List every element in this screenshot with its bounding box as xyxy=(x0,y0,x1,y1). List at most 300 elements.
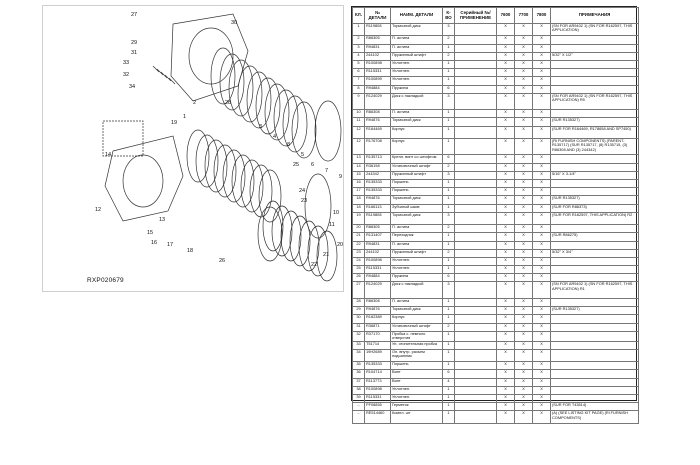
cell-key: 14 xyxy=(353,163,365,171)
cell-part-name: П. астина xyxy=(391,241,443,249)
cell-notes: (SUR FOR R86373) xyxy=(551,204,639,212)
cell-quantity: 1 xyxy=(443,241,455,249)
table-row xyxy=(353,155,639,163)
callout-label: 7 xyxy=(325,168,329,174)
cell-serial xyxy=(455,126,497,138)
cell-part-name: П. астина xyxy=(391,44,443,52)
cell-serial xyxy=(455,44,497,52)
cell-7800: X xyxy=(533,349,551,361)
cell-key: 6 xyxy=(353,69,365,77)
cell-notes: (SUR FOR R164469, R178658 AND SP7450) xyxy=(551,126,639,138)
cell-quantity: 3 xyxy=(443,212,455,224)
cell-7600: X xyxy=(497,204,515,212)
cell-part-name: Уплотнен. xyxy=(391,69,443,77)
cell-notes: (SUR FOR R162597, THIS APPLICATION) R2 xyxy=(551,212,639,224)
cell-serial xyxy=(455,403,497,411)
cell-serial xyxy=(455,233,497,241)
cell-7800: X xyxy=(533,257,551,265)
cell-7800: X xyxy=(533,69,551,77)
cell-7800: X xyxy=(533,249,551,257)
cell-7800: X xyxy=(533,370,551,378)
cell-7600: X xyxy=(497,282,515,299)
table-row xyxy=(353,93,639,110)
table-header-row xyxy=(353,8,639,24)
callout-label: 29 xyxy=(131,40,138,46)
header-serial: Серийный №/ПРИМЕНЕНИЕ xyxy=(455,8,497,24)
cell-7800: X xyxy=(533,36,551,44)
cell-notes: (SUR R135327) xyxy=(551,118,639,126)
cell-7700: X xyxy=(515,44,533,52)
cell-key: 18 xyxy=(353,196,365,204)
callout-label: 6 xyxy=(311,162,315,168)
cell-7700: X xyxy=(515,85,533,93)
cell-quantity: 1 xyxy=(443,44,455,52)
cell-notes: 5/32" X 3/4" xyxy=(551,249,639,257)
cell-7700: X xyxy=(515,163,533,171)
cell-part-number: R124029 xyxy=(365,282,391,299)
cell-7600: X xyxy=(497,212,515,224)
cell-7700: X xyxy=(515,282,533,299)
cell-part-number: R94884 xyxy=(365,274,391,282)
cell-7700: X xyxy=(515,233,533,241)
cell-part-number: R104714 xyxy=(365,370,391,378)
cell-quantity: 2 xyxy=(443,163,455,171)
cell-7600: X xyxy=(497,241,515,249)
cell-7600: X xyxy=(497,249,515,257)
cell-notes: (SUR FOR T43514) xyxy=(551,403,639,411)
cell-key: 22 xyxy=(353,241,365,249)
cell-part-number: R86308 xyxy=(365,110,391,118)
cell-7800: X xyxy=(533,155,551,163)
cell-key: 7 xyxy=(353,77,365,85)
cell-serial xyxy=(455,257,497,265)
callout-label: 9 xyxy=(339,174,343,180)
cell-quantity: 1 xyxy=(443,331,455,341)
cell-notes xyxy=(551,257,639,265)
diagram-code: RXP020679 xyxy=(87,277,124,284)
cell-serial xyxy=(455,349,497,361)
cell-serial xyxy=(455,411,497,423)
header-quantity: К-ВО xyxy=(443,8,455,24)
callout-label: 26 xyxy=(219,258,226,264)
cell-7800: X xyxy=(533,44,551,52)
cell-notes xyxy=(551,341,639,349)
cell-serial xyxy=(455,171,497,179)
cell-7600: X xyxy=(497,138,515,155)
cell-key: 25 xyxy=(353,266,365,274)
cell-quantity: 1 xyxy=(443,394,455,402)
cell-7700: X xyxy=(515,69,533,77)
cell-7700: X xyxy=(515,266,533,274)
cell-7700: X xyxy=(515,126,533,138)
cell-7700: X xyxy=(515,188,533,196)
cell-part-name: Он. внутр. разъем подшипник xyxy=(391,349,443,361)
cell-part-number: R94876 xyxy=(365,118,391,126)
cell-part-name: Тормозной диск xyxy=(391,196,443,204)
cell-notes xyxy=(551,315,639,323)
cell-part-number: 244342 xyxy=(365,171,391,179)
cell-part-name: Пробка с. немного отверстия xyxy=(391,331,443,341)
cell-7800: X xyxy=(533,298,551,306)
cell-serial xyxy=(455,77,497,85)
cell-serial xyxy=(455,307,497,315)
cell-7700: X xyxy=(515,370,533,378)
pin xyxy=(169,78,175,84)
cell-notes xyxy=(551,77,639,85)
callout-label: 19 xyxy=(171,120,178,126)
callout-label: 33 xyxy=(123,60,130,66)
parts-table-panel xyxy=(351,6,637,420)
cell-7700: X xyxy=(515,257,533,265)
cell-7800: X xyxy=(533,110,551,118)
cell-7800: X xyxy=(533,52,551,60)
callout-label: 10 xyxy=(333,210,340,216)
cell-part-name: Крепл. винт со штифтом xyxy=(391,155,443,163)
cell-7700: X xyxy=(515,225,533,233)
pin xyxy=(165,75,171,81)
cell-part-name: Винт xyxy=(391,378,443,386)
cell-7800: X xyxy=(533,386,551,394)
cell-part-number: R119808 xyxy=(365,24,391,36)
cell-notes: (SN FOR AR9402 1) (SN FOR R162597, THIS APPLICATION) xyxy=(551,24,639,36)
cell-part-name: Уплотнен. xyxy=(391,77,443,85)
cell-part-number: R135713 xyxy=(365,155,391,163)
cell-7600: X xyxy=(497,274,515,282)
cell-part-name: Тормозной диск xyxy=(391,24,443,36)
cell-7700: X xyxy=(515,331,533,341)
cell-7600: X xyxy=(497,155,515,163)
cell-7800: X xyxy=(533,163,551,171)
cell-part-number: R86305 xyxy=(365,225,391,233)
cell-7600: X xyxy=(497,77,515,85)
cell-7700: X xyxy=(515,180,533,188)
cell-key: 16 xyxy=(353,180,365,188)
cell-part-number: R124029 xyxy=(365,93,391,110)
cell-quantity: 2 xyxy=(443,36,455,44)
housing-detail-box xyxy=(103,121,143,156)
cell-part-name: Установочный штифт xyxy=(391,323,443,331)
cell-key: 3 xyxy=(353,44,365,52)
cell-7800: X xyxy=(533,282,551,299)
callout-label: 30 xyxy=(231,20,238,26)
cell-part-number: R115331 xyxy=(365,266,391,274)
cell-7600: X xyxy=(497,52,515,60)
cell-quantity: 1 xyxy=(443,204,455,212)
cell-quantity: 2 xyxy=(443,249,455,257)
cell-7700: X xyxy=(515,362,533,370)
cell-notes xyxy=(551,266,639,274)
cell-part-number: 244102 xyxy=(365,52,391,60)
cell-part-name: Уплотнен. xyxy=(391,257,443,265)
cell-part-number: PF08855 xyxy=(365,403,391,411)
cell-quantity: 1 xyxy=(443,403,455,411)
cell-part-number: R94876 xyxy=(365,307,391,315)
cell-key: 21 xyxy=(353,233,365,241)
cell-key: 28 xyxy=(353,298,365,306)
callout-label: 24 xyxy=(299,188,306,194)
cell-part-name: Пружинный штифт xyxy=(391,52,443,60)
cell-7600: X xyxy=(497,331,515,341)
cell-7700: X xyxy=(515,323,533,331)
cell-7600: X xyxy=(497,36,515,44)
cell-7600: X xyxy=(497,171,515,179)
cell-quantity: 1 xyxy=(443,386,455,394)
cell-part-number: R100899 xyxy=(365,77,391,85)
cell-7700: X xyxy=(515,196,533,204)
cell-part-name: Уплотнен. xyxy=(391,394,443,402)
cell-7600: X xyxy=(497,233,515,241)
cell-key: 13 xyxy=(353,155,365,163)
callout-label: 15 xyxy=(147,230,154,236)
cell-part-number: R37170 xyxy=(365,331,391,341)
cell-7700: X xyxy=(515,118,533,126)
upper-disk xyxy=(247,72,271,128)
cell-serial xyxy=(455,323,497,331)
cell-7700: X xyxy=(515,307,533,315)
cell-serial xyxy=(455,110,497,118)
header-7800: 7800 xyxy=(533,8,551,24)
callout-label: 2 xyxy=(193,100,197,106)
cell-part-number: R100898 xyxy=(365,257,391,265)
cell-quantity: 6 xyxy=(443,370,455,378)
cell-key: 31 xyxy=(353,323,365,331)
cell-7700: X xyxy=(515,110,533,118)
callout-label: 16 xyxy=(151,240,158,246)
cell-7600: X xyxy=(497,180,515,188)
cell-notes: (SN FOR AR9402 1) (SN FOR R162597, THIS APPLICATION) R5 xyxy=(551,93,639,110)
cell-notes xyxy=(551,386,639,394)
cell-7800: X xyxy=(533,341,551,349)
cell-part-number: RE514460 xyxy=(365,411,391,423)
table-row xyxy=(353,370,639,378)
cell-notes: 5/16" X 3-1/4" xyxy=(551,171,639,179)
upper-housing-outline xyxy=(171,14,248,101)
cell-part-name: Пружинный штифт xyxy=(391,249,443,257)
cell-7700: X xyxy=(515,249,533,257)
cell-7700: X xyxy=(515,93,533,110)
cell-quantity: 1 xyxy=(443,77,455,85)
callout-label: 8 xyxy=(287,142,291,148)
cell-part-name: П. астина xyxy=(391,36,443,44)
upper-disk xyxy=(292,102,316,158)
cell-notes xyxy=(551,362,639,370)
cell-7600: X xyxy=(497,69,515,77)
cell-notes: (A) (SEE LISTING KIT PAGE) (Ri FURNISH COMPONENTS) xyxy=(551,411,639,423)
callout-label: 11 xyxy=(329,222,335,228)
cell-7800: X xyxy=(533,196,551,204)
table-row xyxy=(353,378,639,386)
cell-quantity: 1 xyxy=(443,266,455,274)
cell-part-name: Корпус xyxy=(391,138,443,155)
cell-quantity: 1 xyxy=(443,110,455,118)
cell-part-number: R86308 xyxy=(365,298,391,306)
cell-part-name: Корпус xyxy=(391,315,443,323)
table-row xyxy=(353,85,639,93)
cell-notes: (Ri FURNISH COMPONENTS) (PARENT-R135717) (SUR R135717, (8) R135715, (3) R86308 AND (3) 244342) xyxy=(551,138,639,155)
cell-7600: X xyxy=(497,362,515,370)
cell-7800: X xyxy=(533,85,551,93)
cell-7800: X xyxy=(533,204,551,212)
cell-7700: X xyxy=(515,241,533,249)
cell-key: ... xyxy=(353,403,365,411)
cell-quantity: 2 xyxy=(443,225,455,233)
cell-7800: X xyxy=(533,331,551,341)
cell-quantity: 6 xyxy=(443,274,455,282)
upper-disk xyxy=(265,84,289,140)
callout-label: 14 xyxy=(105,152,112,158)
cell-7800: X xyxy=(533,180,551,188)
cell-key: 8 xyxy=(353,85,365,93)
cell-7800: X xyxy=(533,126,551,138)
cell-key: 10 xyxy=(353,110,365,118)
cell-7600: X xyxy=(497,85,515,93)
cell-part-name: Уп. отопительная пробка xyxy=(391,341,443,349)
cell-key: 17 xyxy=(353,188,365,196)
callout-label: 17 xyxy=(167,242,174,248)
cell-quantity: 1 xyxy=(443,341,455,349)
cell-quantity: 4 xyxy=(443,378,455,386)
table-row xyxy=(353,138,639,155)
cell-part-number: R36871 xyxy=(365,323,391,331)
cell-part-name: Тормозной диск xyxy=(391,307,443,315)
callout-label: 3 xyxy=(259,124,263,130)
cell-part-number: R131407 xyxy=(365,233,391,241)
callout-label: 12 xyxy=(95,207,102,213)
cell-7800: X xyxy=(533,403,551,411)
cell-part-number: T51714 xyxy=(365,341,391,349)
cell-7700: X xyxy=(515,298,533,306)
cell-7800: X xyxy=(533,93,551,110)
cell-serial xyxy=(455,282,497,299)
cell-7700: X xyxy=(515,138,533,155)
cell-key: 27 xyxy=(353,282,365,299)
cell-serial xyxy=(455,196,497,204)
header-part-number: № ДЕТАЛИ xyxy=(365,8,391,24)
cell-notes xyxy=(551,36,639,44)
cell-7600: X xyxy=(497,110,515,118)
cell-7600: X xyxy=(497,225,515,233)
cell-key: 24 xyxy=(353,257,365,265)
cell-7600: X xyxy=(497,370,515,378)
cell-key: 30 xyxy=(353,315,365,323)
cell-serial xyxy=(455,394,497,402)
cell-key: 15 xyxy=(353,171,365,179)
cell-serial xyxy=(455,370,497,378)
cell-7700: X xyxy=(515,349,533,361)
cell-7600: X xyxy=(497,411,515,423)
cell-serial xyxy=(455,180,497,188)
cell-7600: X xyxy=(497,315,515,323)
cell-serial xyxy=(455,155,497,163)
cell-7800: X xyxy=(533,77,551,85)
cell-part-number: R94831 xyxy=(365,241,391,249)
cell-serial xyxy=(455,362,497,370)
cell-part-number: R135333 xyxy=(365,362,391,370)
cell-key: 34 xyxy=(353,349,365,361)
cell-key: 9 xyxy=(353,93,365,110)
cell-key: 29 xyxy=(353,307,365,315)
cell-7800: X xyxy=(533,307,551,315)
cell-7800: X xyxy=(533,315,551,323)
callout-label: 5 xyxy=(301,152,305,158)
cell-key: 19 xyxy=(353,212,365,224)
cell-7800: X xyxy=(533,233,551,241)
cell-serial xyxy=(455,138,497,155)
cell-part-number: R176708 xyxy=(365,138,391,155)
cell-quantity: 1 xyxy=(443,315,455,323)
cell-key: 39 xyxy=(353,394,365,402)
cell-quantity: 1 xyxy=(443,196,455,204)
cell-quantity: 1 xyxy=(443,138,455,155)
cell-serial xyxy=(455,212,497,224)
cell-7700: X xyxy=(515,77,533,85)
cell-7600: X xyxy=(497,60,515,68)
table-row xyxy=(353,241,639,249)
cell-7800: X xyxy=(533,411,551,423)
pin xyxy=(161,72,167,78)
cell-key: 1 xyxy=(353,24,365,36)
callout-label: 27 xyxy=(131,12,138,18)
cell-7800: X xyxy=(533,323,551,331)
cell-notes xyxy=(551,85,639,93)
cell-quantity: 1 xyxy=(443,362,455,370)
table-row xyxy=(353,341,639,349)
callout-label: 13 xyxy=(159,217,166,223)
cell-7800: X xyxy=(533,241,551,249)
cell-serial xyxy=(455,188,497,196)
cell-part-name: Компл. шт xyxy=(391,411,443,423)
cell-part-name: Тормозной диск xyxy=(391,212,443,224)
cell-7800: X xyxy=(533,24,551,36)
cell-key: 33 xyxy=(353,341,365,349)
cell-7700: X xyxy=(515,212,533,224)
cell-7600: X xyxy=(497,163,515,171)
cell-part-name: Диск с накладкой xyxy=(391,282,443,299)
cell-notes xyxy=(551,323,639,331)
cell-key: ... xyxy=(353,411,365,423)
header-7700: 7700 xyxy=(515,8,533,24)
cell-part-name: Поршень xyxy=(391,362,443,370)
cell-part-name: Пружина xyxy=(391,85,443,93)
cell-serial xyxy=(455,93,497,110)
cell-key: 12 xyxy=(353,126,365,138)
lower-plate xyxy=(258,207,282,261)
cell-quantity: 3 xyxy=(443,282,455,299)
cell-key: 38 xyxy=(353,386,365,394)
callout-label: 21 xyxy=(323,252,330,258)
cell-7600: X xyxy=(497,196,515,204)
cell-part-name: Уплотнен. xyxy=(391,386,443,394)
parts-table-body xyxy=(353,24,639,424)
cell-7800: X xyxy=(533,362,551,370)
cell-part-name: Корпус xyxy=(391,126,443,138)
cell-7600: X xyxy=(497,118,515,126)
cell-serial xyxy=(455,341,497,349)
table-row xyxy=(353,349,639,361)
callout-label: 25 xyxy=(293,162,300,168)
cell-7600: X xyxy=(497,341,515,349)
cell-quantity: 1 xyxy=(443,60,455,68)
cell-quantity: 1 xyxy=(443,257,455,265)
cell-quantity: 1 xyxy=(443,298,455,306)
cell-part-number: R115331 xyxy=(365,394,391,402)
cell-key: 20 xyxy=(353,225,365,233)
callout-label: 34 xyxy=(129,84,136,90)
cell-part-number: R119808 xyxy=(365,212,391,224)
cell-7700: X xyxy=(515,155,533,163)
cell-notes: (SN FOR AR9402 1) (SN FOR R162597, THIS APPLICATION) R1 xyxy=(551,282,639,299)
upper-end-plate xyxy=(315,101,341,161)
